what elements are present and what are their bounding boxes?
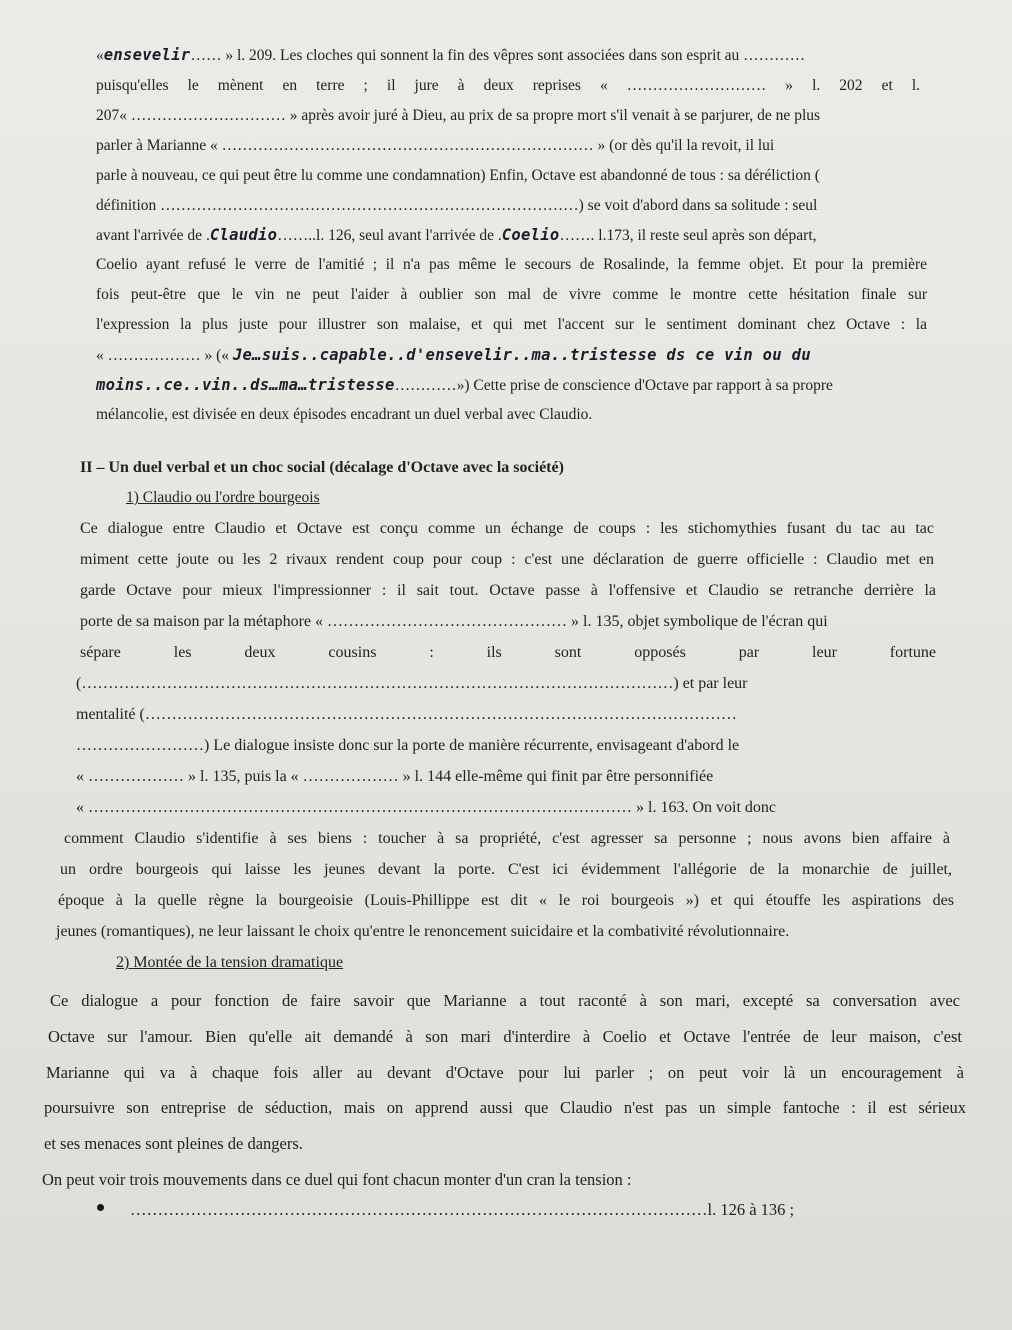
text-line: sépare les deux cousins : ils sont opposés par leur fortune	[80, 644, 936, 661]
text-line: époque à la quelle règne la bourgeoisie (Louis-Phillippe est dit « le roi bourgeois ») et qui étouffe les aspirations des	[58, 892, 954, 909]
text-line: miment cette joute ou les 2 rivaux rendent coup pour coup : c'est une déclaration de guerre officielle : Claudio met en	[80, 551, 934, 568]
text-line: fois peut-être que le vin ne peut l'aider à oublier son mal de vivre comme le montre cette hésitation finale sur	[96, 286, 927, 303]
text-line: 207« ………………………… » après avoir juré à Dieu, au prix de sa propre mort s'il venait à se parjurer, de ne plus	[96, 107, 821, 124]
text-line: mentalité (…………………………………………………………………………………………………	[76, 706, 737, 723]
text-line: un ordre bourgeois qui laisse les jeunes devant la porte. C'est ici évidemment l'allégorie de la monarchie de juillet,	[60, 861, 952, 878]
text-line: porte de sa maison par la métaphore « ……………………………………… » l. 135, objet symbolique de l'écran qui	[80, 613, 828, 630]
text-line: jeunes (romantiques), ne leur laissant le choix qu'entre le renoncement suicidaire et la combativité révolutionnaire.	[56, 923, 790, 940]
text-line: Octave sur l'amour. Bien qu'elle ait demandé à son mari d'interdire à Coelio et Octave l'entrée de leur maison, c'est	[48, 1027, 962, 1046]
text-line: «ensevelir…… » l. 209. Les cloches qui sonnent la fin des vêpres sont associées dans son esprit au …………	[96, 46, 806, 64]
handwriting: Je…suis..capable..d'ensevelir..ma..tristesse ds ce vin ou du	[232, 346, 811, 364]
text-line: et ses menaces sont pleines de dangers.	[44, 1134, 303, 1153]
text-line: Marianne qui va à chaque fois aller au devant d'Octave pour lui parler ; on peut voir là un encouragement à	[46, 1063, 964, 1082]
text-line: mélancolie, est divisée en deux épisodes encadrant un duel verbal avec Claudio.	[96, 406, 593, 423]
subsection-heading: 1) Claudio ou l'ordre bourgeois	[126, 489, 320, 506]
handwriting: Claudio	[209, 226, 278, 244]
text-line: Ce dialogue entre Claudio et Octave est conçu comme un échange de coups : les stichomythies fusant du tac au tac	[80, 520, 934, 537]
text-line: moins..ce..vin..ds…ma…tristesse…………») Cette prise de conscience d'Octave par rapport à sa propre	[96, 376, 833, 394]
text-line: puisqu'elles le mènent en terre ; il jure à deux reprises « ……………………… » l. 202 et l.	[96, 77, 920, 94]
text-line: « ……………… » (« Je…suis..capable..d'ensevelir..ma..tristesse ds ce vin ou du	[96, 346, 811, 364]
text-line: « ……………… » l. 135, puis la « ……………… » l. 144 elle-même qui finit par être personnifiée	[76, 768, 714, 785]
handwriting: Coelio	[501, 226, 560, 244]
text-line: avant l'arrivée de .Claudio……..l. 126, seul avant l'arrivée de .Coelio……. l.173, il reste seul après son départ,	[96, 226, 817, 244]
section-heading: II – Un duel verbal et un choc social (décalage d'Octave avec la société)	[80, 459, 564, 476]
text-line: parler à Marianne « ……………………………………………………………… » (or dès qu'il la revoit, il lui	[96, 137, 775, 154]
text-line: ……………………) Le dialogue insiste donc sur la porte de manière récurrente, envisageant d'abord le	[76, 737, 740, 754]
text-line: Ce dialogue a pour fonction de faire savoir que Marianne a tout raconté à son mari, excepté sa conversation avec	[50, 991, 960, 1010]
subsection-heading: 2) Montée de la tension dramatique	[116, 954, 344, 971]
text-line: définition ………………………………………………………………………) se voit d'abord dans sa solitude : seul	[96, 197, 818, 214]
text-line: comment Claudio s'identifie à ses biens : toucher à sa propriété, c'est agresser sa personne ; nous avons bien affaire à	[64, 830, 950, 847]
bullet-icon	[97, 1204, 104, 1211]
text-line: Coelio ayant refusé le verre de l'amitié ; il n'a pas même le secours de Rosalinde, la femme objet. Et pour la première	[96, 256, 927, 273]
text-line: On peut voir trois mouvements dans ce duel qui font chacun monter d'un cran la tension :	[42, 1170, 632, 1189]
text-line: poursuivre son entreprise de séduction, mais on apprend aussi que Claudio n'est pas un simple fantoche : il est sérieux	[44, 1098, 966, 1117]
text-line: garde Octave pour mieux l'impressionner : il sait tout. Octave passe à l'offensive et Claudio se retranche derrière la	[80, 582, 936, 599]
text-line: (…………………………………………………………………………………………………) et par leur	[76, 675, 748, 692]
text-line: parle à nouveau, ce qui peut être lu comme une condamnation) Enfin, Octave est abandonné de tous : sa déréliction (	[96, 167, 820, 184]
text-line: « ………………………………………………………………………………………… » l. 163. On voit donc	[76, 799, 776, 816]
handwriting: moins..ce..vin..ds…ma…tristesse	[96, 376, 395, 394]
text-line: l'expression la plus juste pour illustrer son malaise, et qui met l'accent sur le sentiment dominant chez Octave : la	[96, 316, 927, 333]
text-line: ……………………………………………………………………………………………l. 126 à 136 ;	[130, 1200, 795, 1219]
handwriting: ensevelir	[103, 46, 191, 64]
